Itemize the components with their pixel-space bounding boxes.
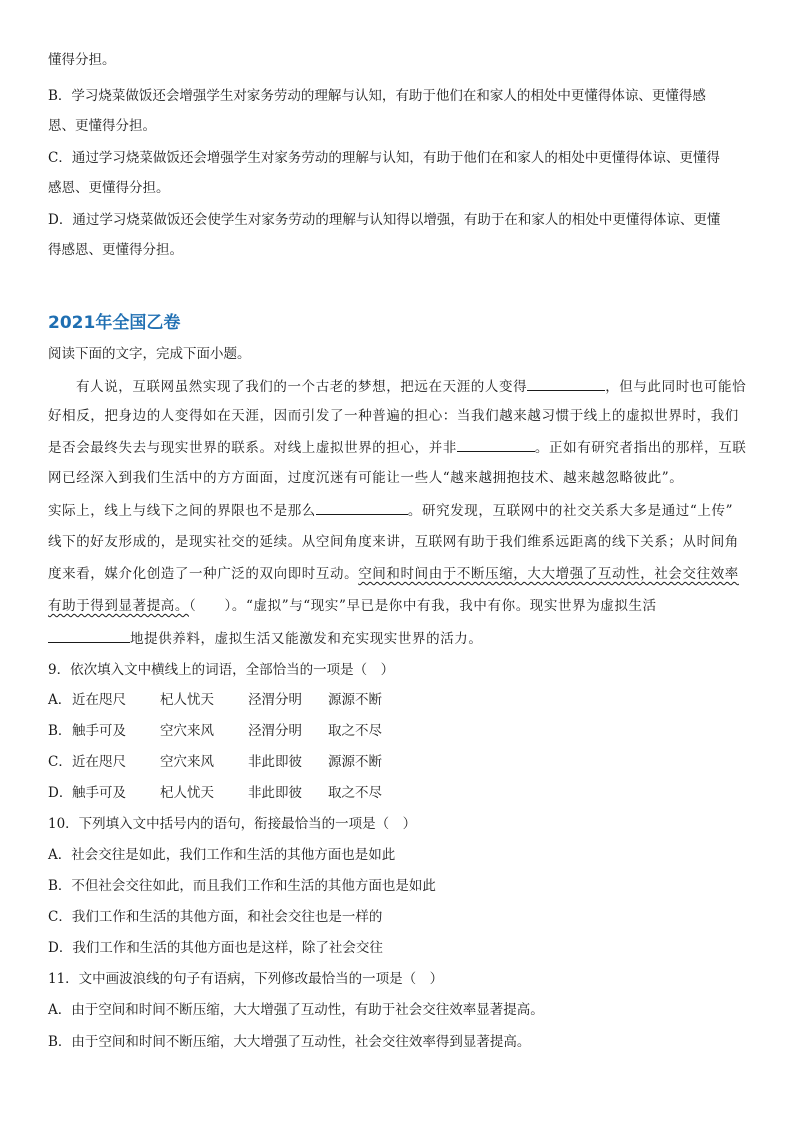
prev-option-a-tail: 懂得分担。 [48, 52, 116, 68]
section-title: 2021年全国乙卷 [48, 313, 181, 333]
prev-option-b-line1: B．学习烧菜做饭还会增强学生对家务劳动的理解与认知，有助于他们在和家人的相处中更懂得体谅、更懂得感 [48, 88, 706, 104]
passage-line-9: 地提供养料，虚拟生活又能激发和充实现实世界的活力。 [48, 628, 483, 649]
passage-line-3: 是否会最终失去与现实世界的联系。对线上虚拟世界的担心，并非 。正如有研究者指出的那样，互联 [48, 437, 746, 458]
prev-option-b-line2: 恩、更懂得分担。 [48, 118, 156, 134]
prev-option-d-line1: D．通过学习烧菜做饭还会使学生对家务劳动的理解与认知得以增强，有助于在和家人的相处中更懂得体谅、更懂 [48, 212, 721, 228]
blank-2 [457, 437, 535, 452]
blank-1 [527, 376, 605, 391]
q9-option-a: A．近在咫尺 杞人忧天 泾渭分明 源源不断 [48, 692, 382, 708]
blank-4 [48, 628, 130, 643]
passage-line-5: 实际上，线上与线下之间的界限也不是那么 。研究发现，互联网中的社交关系大多是通过“上传” [48, 500, 733, 521]
prev-option-c-line2: 感恩、更懂得分担。 [48, 180, 170, 196]
passage-line-6: 线下的好友形成的，是现实社交的延续。从空间角度来讲，互联网有助于我们维系远距离的线下关系；从时间角 [48, 534, 739, 550]
wavy-sentence-part-2: 有助于得到显著提高。 [48, 598, 189, 614]
passage-line-8: 有助于得到显著提高。（ ）。“虚拟”与“现实”早已是你中有我，我中有你。现实世界为虚拟生活 [48, 598, 657, 614]
q11-stem: 11．文中画波浪线的句子有语病，下列修改最恰当的一项是（ ） [48, 971, 444, 987]
passage-line-1: 有人说，互联网虽然实现了我们的一个古老的梦想，把远在天涯的人变得 ，但与此同时也可能恰 [76, 376, 746, 397]
prev-option-d-line2: 得感恩、更懂得分担。 [48, 242, 183, 258]
q9-option-c: C．近在咫尺 空穴来风 非此即彼 源源不断 [48, 754, 382, 770]
q10-option-a: A．社会交往是如此，我们工作和生活的其他方面也是如此 [48, 847, 396, 863]
q10-stem: 10．下列填入文中括号内的语句，衔接最恰当的一项是（ ） [48, 816, 417, 832]
q10-option-b: B．不但社会交往如此，而且我们工作和生活的其他方面也是如此 [48, 878, 436, 894]
blank-3 [316, 500, 408, 515]
q11-option-b: B．由于空间和时间不断压缩，大大增强了互动性，社会交往效率得到显著提高。 [48, 1034, 531, 1050]
q9-option-b: B．触手可及 空穴来风 泾渭分明 取之不尽 [48, 723, 382, 739]
wavy-sentence-part-1: 空间和时间由于不断压缩，大大增强了互动性，社会交往效率 [358, 566, 739, 582]
q9-stem: 9．依次填入文中横线上的词语，全部恰当的一项是（ ） [48, 662, 395, 678]
q10-option-c: C．我们工作和生活的其他方面，和社会交往也是一样的 [48, 909, 383, 925]
passage-line-2: 好相反，把身边的人变得如在天涯，因而引发了一种普遍的担心：当我们越来越习惯于线上的虚拟世界时，我们 [48, 408, 739, 424]
q11-option-a: A．由于空间和时间不断压缩，大大增强了互动性，有助于社会交往效率显著提高。 [48, 1002, 544, 1018]
q9-option-d: D．触手可及 杞人忧天 非此即彼 取之不尽 [48, 785, 382, 801]
passage-line-4: 网已经深入到我们生活中的方方面面，过度沉迷有可能让一些人“越来越拥抱技术、越来越忽略彼此”。 [48, 470, 684, 486]
section-instruction: 阅读下面的文字，完成下面小题。 [48, 346, 251, 362]
prev-option-c-line1: C．通过学习烧菜做饭还会增强学生对家务劳动的理解与认知，有助于他们在和家人的相处中更懂得体谅、更懂得 [48, 150, 720, 166]
q10-option-d: D．我们工作和生活的其他方面也是这样，除了社会交往 [48, 940, 383, 956]
passage-line-7: 度来看，媒介化创造了一种广泛的双向即时互动。空间和时间由于不断压缩，大大增强了互动性，社会交往效率 [48, 566, 739, 582]
